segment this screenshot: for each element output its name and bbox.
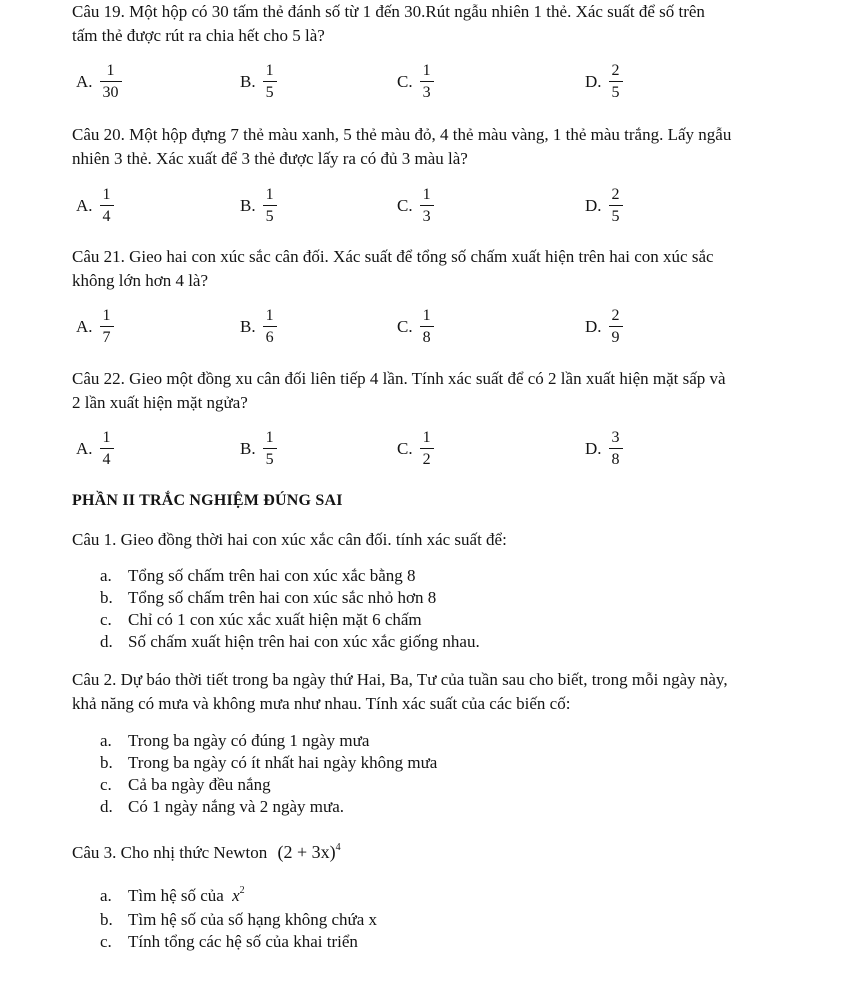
c2-item-c: c. Cả ba ngày đều nắng — [100, 775, 271, 794]
option-fraction: $\frac{3}{8}$ — [609, 429, 623, 468]
option-fraction: $\frac{1}{3}$ — [420, 62, 434, 101]
option-label: D. — [585, 438, 602, 458]
option-fraction: $\frac{1}{3}$ — [420, 186, 434, 225]
option-fraction: $\frac{1}{7}$ — [100, 307, 114, 346]
option-label: A. — [76, 71, 93, 91]
q20-option-c — [397, 186, 434, 225]
option-fraction: $\frac{2}{9}$ — [609, 307, 623, 346]
q19-option-b — [240, 62, 277, 101]
q19-option-c — [397, 62, 434, 101]
option-label: D. — [585, 195, 602, 215]
option-fraction: $\frac{1}{30}$ — [100, 62, 122, 101]
option-label: C. — [397, 71, 413, 91]
q21-option-c — [397, 307, 434, 346]
q20-option-a — [76, 186, 114, 225]
option-fraction: $\frac{1}{6}$ — [263, 307, 277, 346]
option-fraction: $\frac{2}{5}$ — [609, 62, 623, 101]
c2-item-b: b. Trong ba ngày có ít nhất hai ngày không mưa — [100, 753, 438, 772]
option-fraction: $\frac{1}{8}$ — [420, 307, 434, 346]
c1-stem: Câu 1. Gieo đồng thời hai con xúc xắc cân đối. tính xác suất để: — [72, 530, 507, 549]
c2-item-a: a. Trong ba ngày có đúng 1 ngày mưa — [100, 731, 370, 750]
q22-option-a — [76, 429, 114, 468]
option-fraction: $\frac{1}{2}$ — [420, 429, 434, 468]
option-fraction: $\frac{1}{4}$ — [100, 429, 114, 468]
c2-item-d: d. Có 1 ngày nắng và 2 ngày mưa. — [100, 797, 345, 816]
option-label: B. — [240, 438, 256, 458]
c2-text-line2: khả năng có mưa và không mưa như nhau. Tính xác suất của các biến cố: — [72, 694, 571, 713]
q21-text-line2: không lớn hơn 4 là? — [72, 271, 209, 290]
c3-item-b: b. Tìm hệ số của số hạng không chứa x — [100, 910, 378, 929]
option-label: A. — [76, 438, 93, 458]
q19-option-d — [585, 62, 623, 101]
option-label: D. — [585, 71, 602, 91]
c2-text-line1: Câu 2. Dự báo thời tiết trong ba ngày thứ Hai, Ba, Tư của tuần sau cho biết, trong mỗi ngày này, — [72, 670, 728, 689]
c3-item-a: a. Tìm hệ số của $x^2$ — [100, 885, 245, 905]
option-fraction: $\frac{1}{5}$ — [263, 186, 277, 225]
section-heading: PHẦN II TRẮC NGHIỆM ĐÚNG SAI — [72, 492, 343, 509]
option-label: B. — [240, 195, 256, 215]
c3-stem: Câu 3. Cho nhị thức Newton $(2 + 3x)^4$ — [72, 842, 341, 862]
q19-text-line1: Câu 19. Một hộp có 30 tấm thẻ đánh số từ 1 đến 30.Rút ngẫu nhiên 1 thẻ. Xác suất để số trên — [72, 2, 705, 21]
q20-text-line2: nhiên 3 thẻ. Xác xuất để 3 thẻ được lấy ra có đủ 3 màu là? — [72, 149, 468, 168]
c1-item-b: b. Tổng số chấm trên hai con xúc sắc nhỏ hơn 8 — [100, 588, 437, 607]
q19-text-line2: tấm thẻ được rút ra chia hết cho 5 là? — [72, 26, 325, 45]
option-fraction: $\frac{1}{5}$ — [263, 62, 277, 101]
q22-text-line2: 2 lần xuất hiện mặt ngửa? — [72, 393, 248, 412]
q21-text-line1: Câu 21. Gieo hai con xúc sắc cân đối. Xác suất để tổng số chấm xuất hiện trên hai con xúc sắc — [72, 247, 714, 266]
binomial-expression: $(2 + 3x)^4$ — [277, 842, 341, 862]
option-fraction: $\frac{1}{5}$ — [263, 429, 277, 468]
option-label: A. — [76, 316, 93, 336]
option-label: C. — [397, 195, 413, 215]
q21-option-d — [585, 307, 623, 346]
q22-option-c — [397, 429, 434, 468]
q21-option-a — [76, 307, 114, 346]
option-label: A. — [76, 195, 93, 215]
q22-option-b — [240, 429, 277, 468]
option-fraction: $\frac{1}{4}$ — [100, 186, 114, 225]
q22-text-line1: Câu 22. Gieo một đồng xu cân đối liên tiếp 4 lần. Tính xác suất để có 2 lần xuất hiện mặt sấp và — [72, 369, 726, 388]
option-label: B. — [240, 71, 256, 91]
option-label: C. — [397, 316, 413, 336]
c1-item-c: c. Chỉ có 1 con xúc xắc xuất hiện mặt 6 chấm — [100, 610, 422, 629]
q20-option-d — [585, 186, 623, 225]
q22-option-d — [585, 429, 623, 468]
c1-item-a: a. Tổng số chấm trên hai con xúc xắc bằng 8 — [100, 566, 416, 585]
c1-item-d: d. Số chấm xuất hiện trên hai con xúc xắc giống nhau. — [100, 632, 480, 651]
option-label: B. — [240, 316, 256, 336]
option-label: D. — [585, 316, 602, 336]
q19-option-a — [76, 62, 122, 101]
c3-item-c: c. Tính tổng các hệ số của khai triển — [100, 932, 358, 951]
q20-text-line1: Câu 20. Một hộp đựng 7 thẻ màu xanh, 5 thẻ màu đỏ, 4 thẻ màu vàng, 1 thẻ màu trắng. Lấy ngẫu — [72, 125, 732, 144]
q20-option-b — [240, 186, 277, 225]
q21-option-b — [240, 307, 277, 346]
option-label: C. — [397, 438, 413, 458]
option-fraction: $\frac{2}{5}$ — [609, 186, 623, 225]
